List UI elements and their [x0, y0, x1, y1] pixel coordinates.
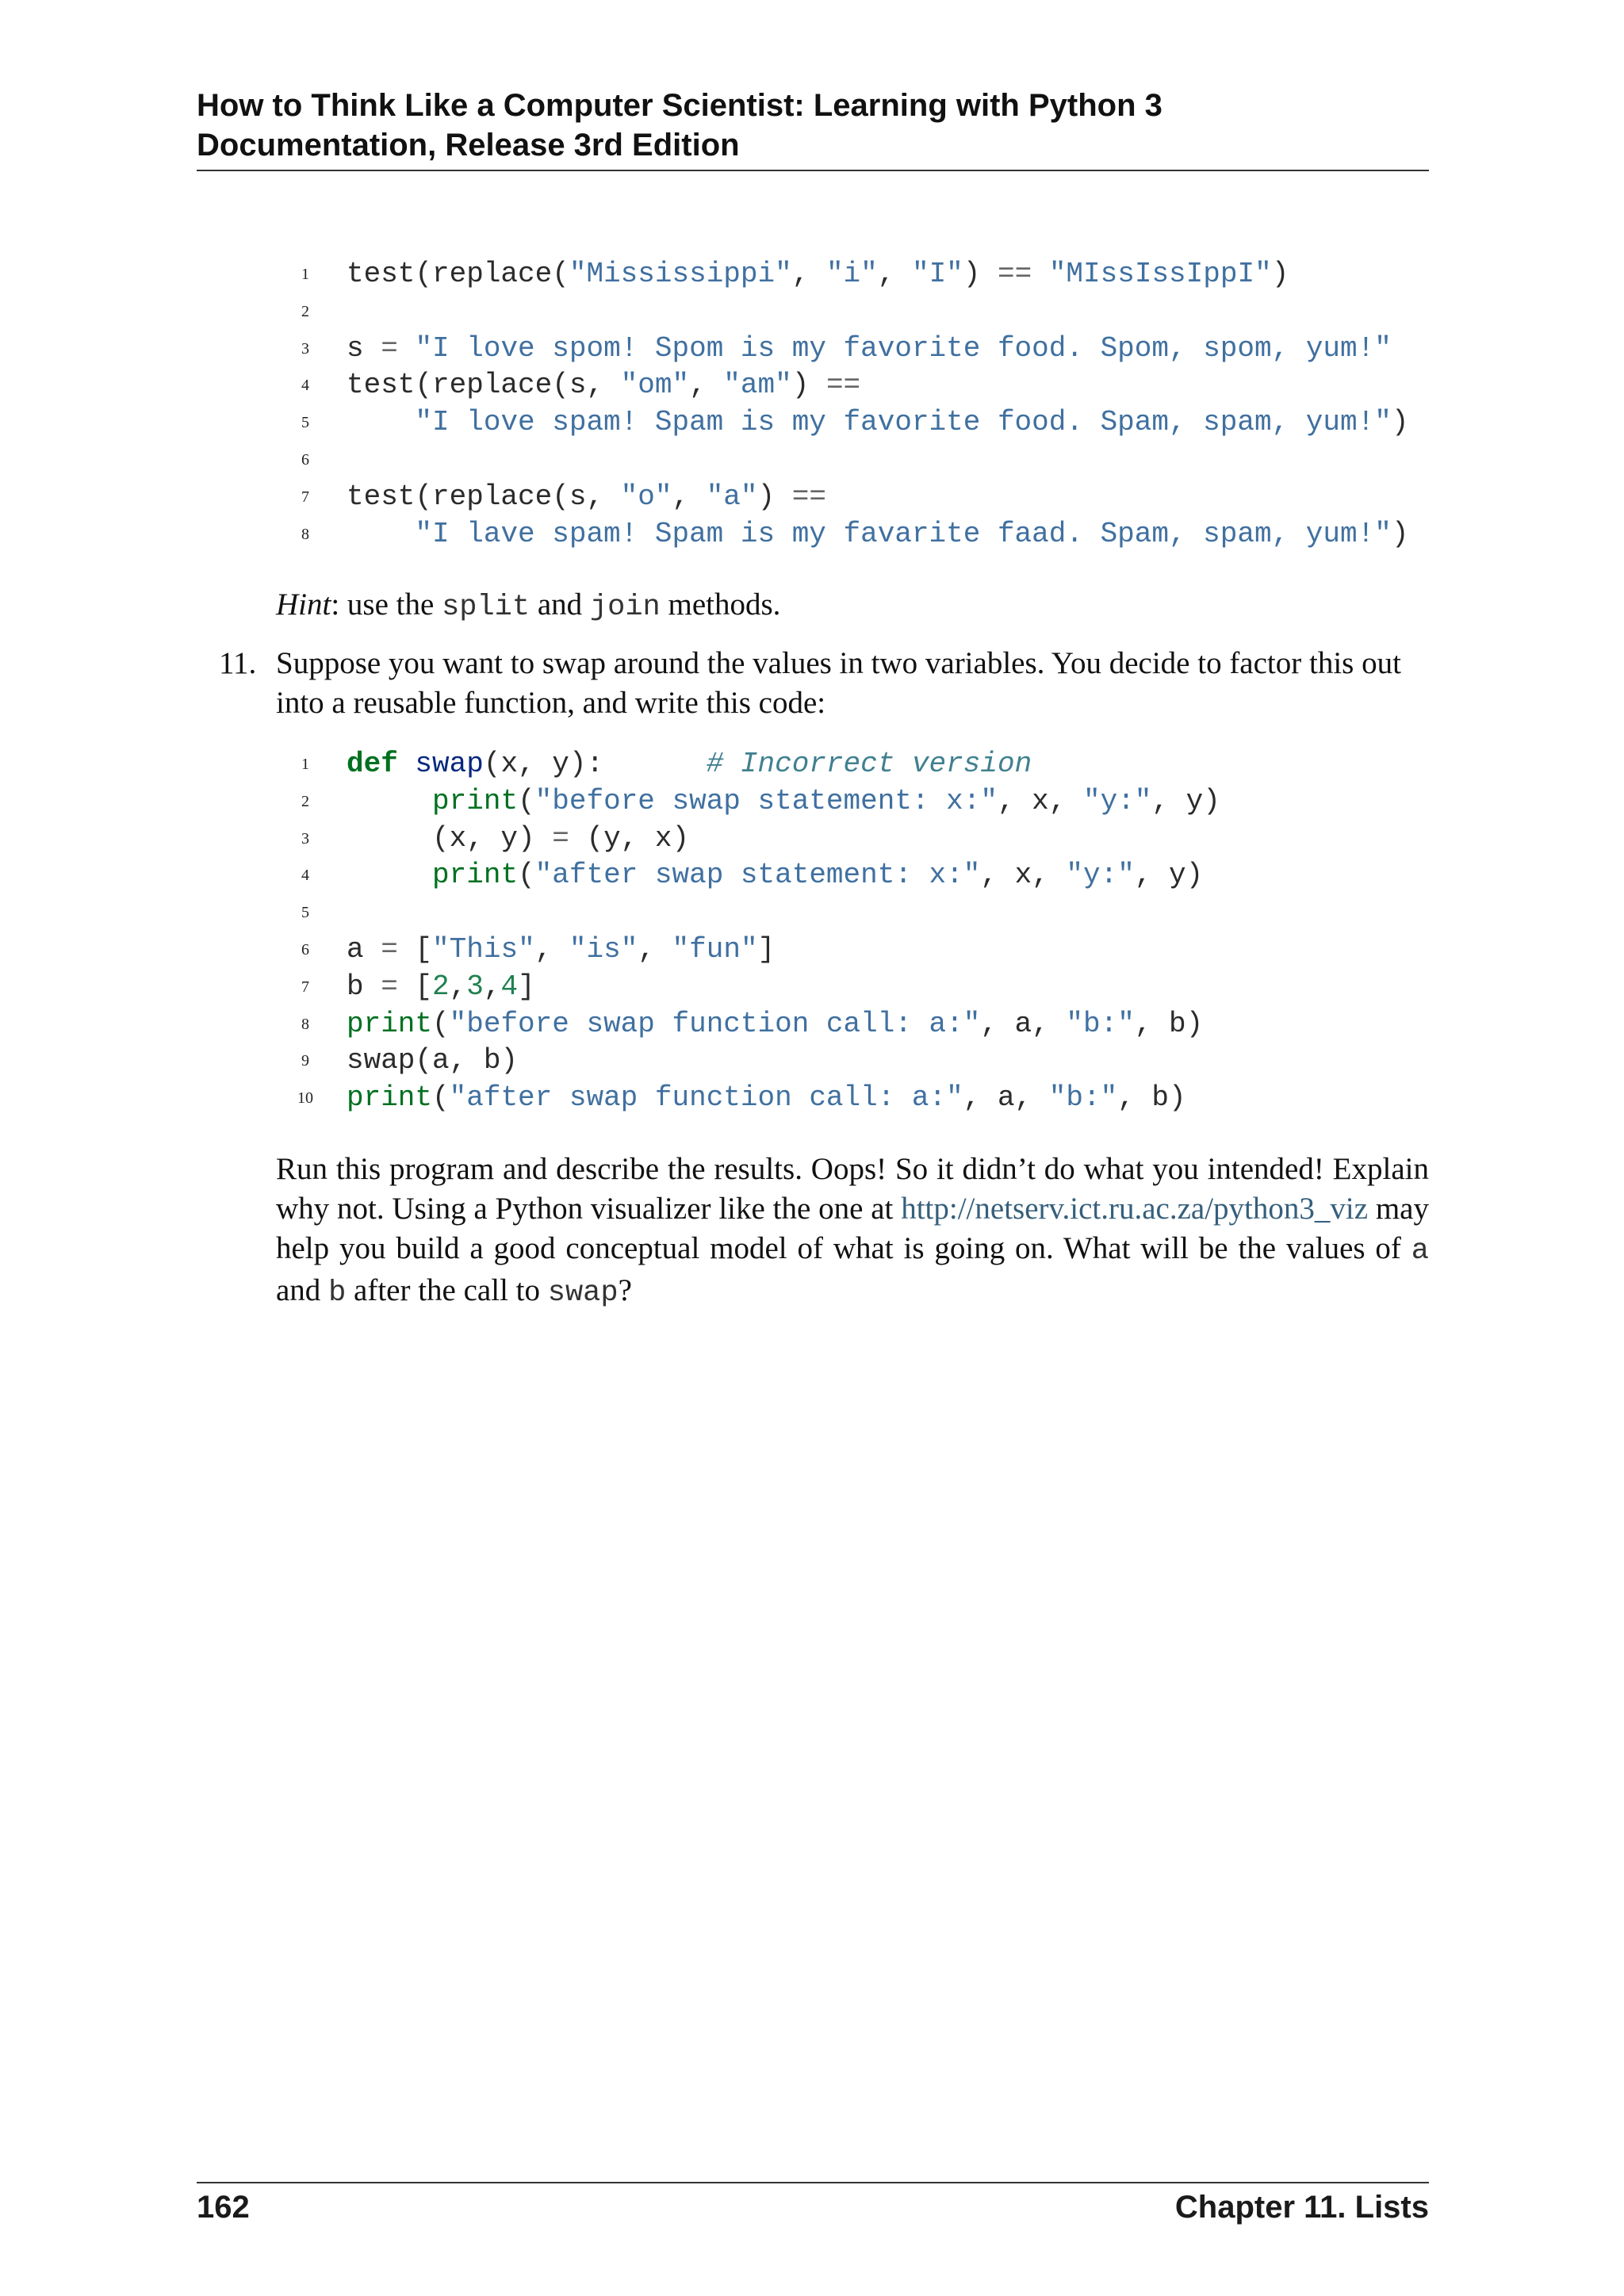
- run-text-5: ?: [618, 1273, 632, 1307]
- code-text: s = "I love spom! Spom is my favorite food. Spom, spom, yum!": [347, 331, 1392, 365]
- code-text: swap(a, b): [347, 1044, 519, 1077]
- hint-text-2: and: [530, 587, 590, 622]
- book-title-line-1: How to Think Like a Computer Scientist: Learning with Python 3: [197, 88, 1162, 123]
- variable-a-code: a: [1411, 1234, 1429, 1268]
- line-number: 5: [301, 414, 309, 432]
- line-number: 10: [297, 1089, 313, 1108]
- line-number: 8: [301, 525, 309, 543]
- line-number: 2: [301, 792, 309, 810]
- run-text-2: may help you build a good conceptual model of what is going on. What will be the values of: [276, 1192, 1429, 1265]
- hint-text-3: methods.: [660, 587, 781, 622]
- swap-code: swap: [547, 1276, 619, 1310]
- code-text: (x, y) = (y, x): [347, 821, 690, 855]
- split-code: split: [442, 591, 530, 624]
- code-text: test(replace("Mississippi", "i", "I") == "MIssIssIppI"): [347, 258, 1289, 290]
- hint-paragraph: [276, 585, 780, 627]
- exercise-11-text: Suppose you want to swap around the values in two variables. You decide to factor this out into a reusable function, and write this code:: [276, 646, 1401, 720]
- line-number: 7: [301, 978, 309, 996]
- line-number: 1: [301, 266, 309, 283]
- line-number: 8: [301, 1015, 309, 1033]
- code-text: test(replace(s, "o", "a") ==: [347, 480, 826, 513]
- line-number: 5: [301, 904, 309, 922]
- code-text: b = [2,3,4]: [347, 970, 535, 1003]
- line-number: 7: [301, 488, 309, 506]
- line-number: 6: [301, 450, 309, 469]
- code-text: "I love spam! Spam is my favorite food. Spam, spam, yum!"): [415, 406, 1409, 439]
- line-number: 2: [301, 302, 309, 320]
- code-text: "I lave spam! Spam is my favarite faad. Spam, spam, yum!"): [415, 517, 1409, 550]
- book-title-line-2: Documentation, Release 3rd Edition: [197, 128, 740, 163]
- run-text-3: and: [276, 1273, 329, 1307]
- line-number: 6: [301, 940, 309, 959]
- code-text: print("before swap statement: x:", x, "y:", y): [432, 784, 1220, 817]
- exercise-number: 11.: [219, 646, 257, 680]
- line-number: 3: [301, 829, 309, 848]
- code-text: print("after swap statement: x:", x, "y:", y): [432, 859, 1204, 892]
- line-number: 1: [301, 756, 309, 773]
- python-visualizer-link[interactable]: http://netserv.ict.ru.ac.za/python3_viz: [901, 1192, 1369, 1226]
- join-code: join: [589, 591, 661, 624]
- line-number: 4: [301, 867, 309, 885]
- page-footer: [197, 2182, 1429, 2225]
- hint-label: Hint: [276, 587, 331, 622]
- run-text-4: after the call to: [346, 1273, 548, 1307]
- code-text: a = ["This", "is", "fun"]: [347, 932, 776, 966]
- code-text: def swap(x, y): # Incorrect version: [347, 748, 1032, 780]
- page-header: [197, 86, 1429, 171]
- page-number: 162: [197, 2190, 250, 2225]
- line-number: 9: [301, 1052, 309, 1070]
- variable-b-code: b: [328, 1276, 347, 1310]
- hint-text-1: : use the: [331, 587, 442, 622]
- code-text: print("before swap function call: a:", a, "b:", b): [347, 1007, 1204, 1040]
- line-number: 4: [301, 377, 309, 395]
- code-text: print("after swap function call: a:", a, "b:", b): [347, 1081, 1186, 1115]
- run-text-1: Run this program and describe the results. Oops! So it didn’t do what you intended! Explain why not. Using a Python visualizer like the one at: [276, 1152, 1429, 1226]
- line-number: 3: [301, 339, 309, 358]
- run-program-paragraph: [276, 1150, 1429, 1313]
- code-text: test(replace(s, "om", "am") ==: [347, 369, 861, 402]
- chapter-title: Chapter 11. Lists: [1174, 2190, 1429, 2225]
